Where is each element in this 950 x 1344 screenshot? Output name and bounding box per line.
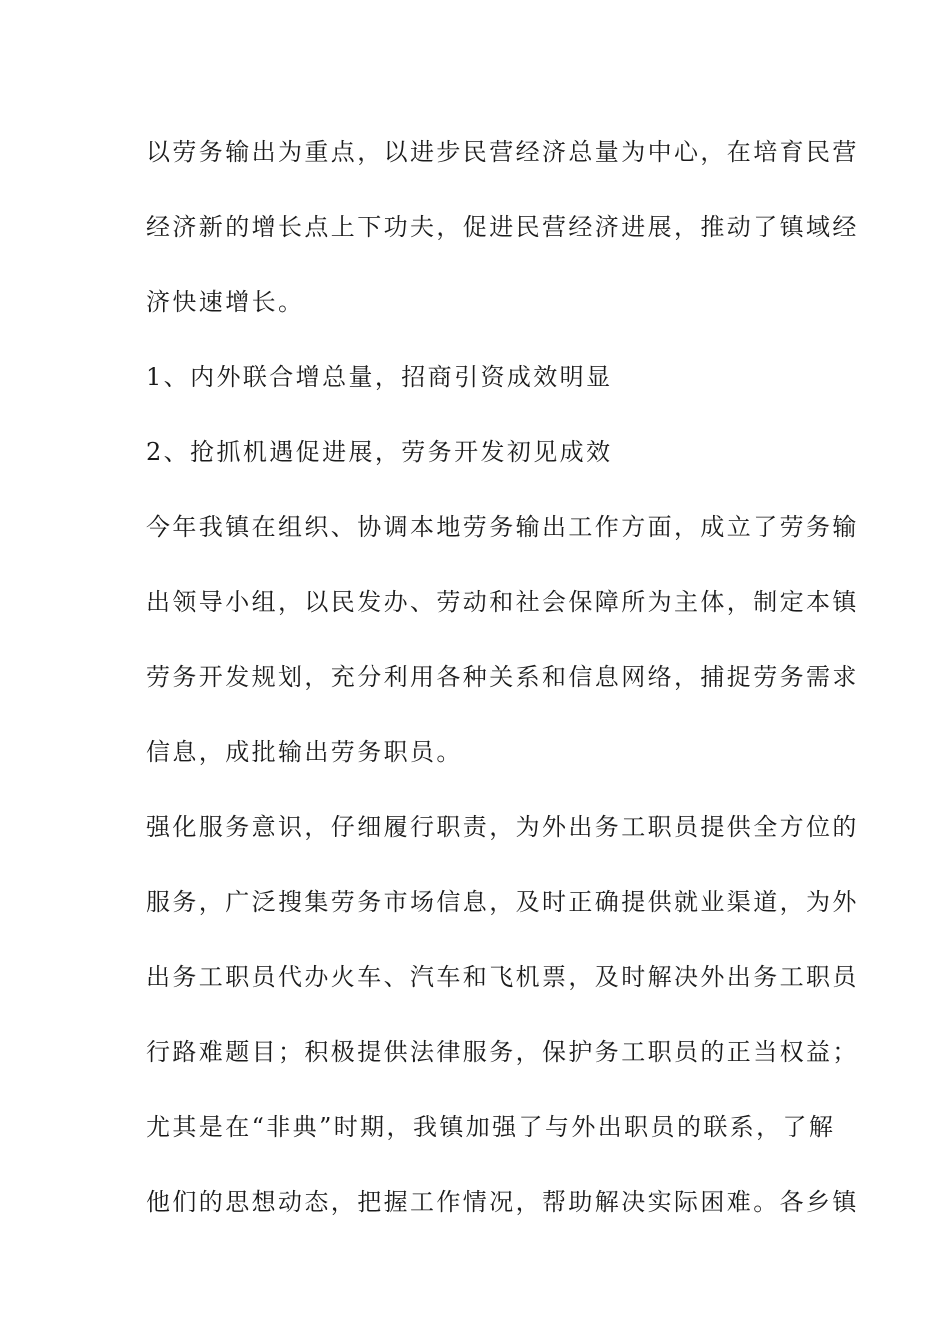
text-line: 出领导小组，以民发办、劳动和社会保障所为主体，制定本镇 — [146, 588, 859, 616]
text-line: 经济新的增长点上下功夫，促进民营经济进展，推动了镇域经 — [146, 213, 859, 241]
text-line: 劳务开发规划，充分利用各种关系和信息网络，捕捉劳务需求 — [146, 663, 859, 691]
text-line: 他们的思想动态，把握工作情况，帮助解决实际困难。各乡镇 — [146, 1188, 859, 1216]
text-line: 尤其是在“非典”时期，我镇加强了与外出职员的联系，了解 — [146, 1113, 836, 1141]
text-line: 服务，广泛搜集劳务市场信息，及时正确提供就业渠道，为外 — [146, 888, 859, 916]
text-line: 济快速增长。 — [146, 288, 305, 316]
text-line: 强化服务意识，仔细履行职责，为外出务工职员提供全方位的 — [146, 813, 859, 841]
text-line: 信息，成批输出劳务职员。 — [146, 738, 463, 766]
list-item-heading: 1、内外联合增总量，招商引资成效明显 — [146, 363, 613, 391]
text-line: 行路难题目；积极提供法律服务，保护务工职员的正当权益； — [146, 1038, 859, 1066]
list-item-heading: 2、抢抓机遇促进展，劳务开发初见成效 — [146, 438, 613, 466]
text-line: 出务工职员代办火车、汽车和飞机票，及时解决外出务工职员 — [146, 963, 859, 991]
text-line: 以劳务输出为重点，以进步民营经济总量为中心，在培育民营 — [146, 138, 859, 166]
text-line: 今年我镇在组织、协调本地劳务输出工作方面，成立了劳务输 — [146, 513, 859, 541]
